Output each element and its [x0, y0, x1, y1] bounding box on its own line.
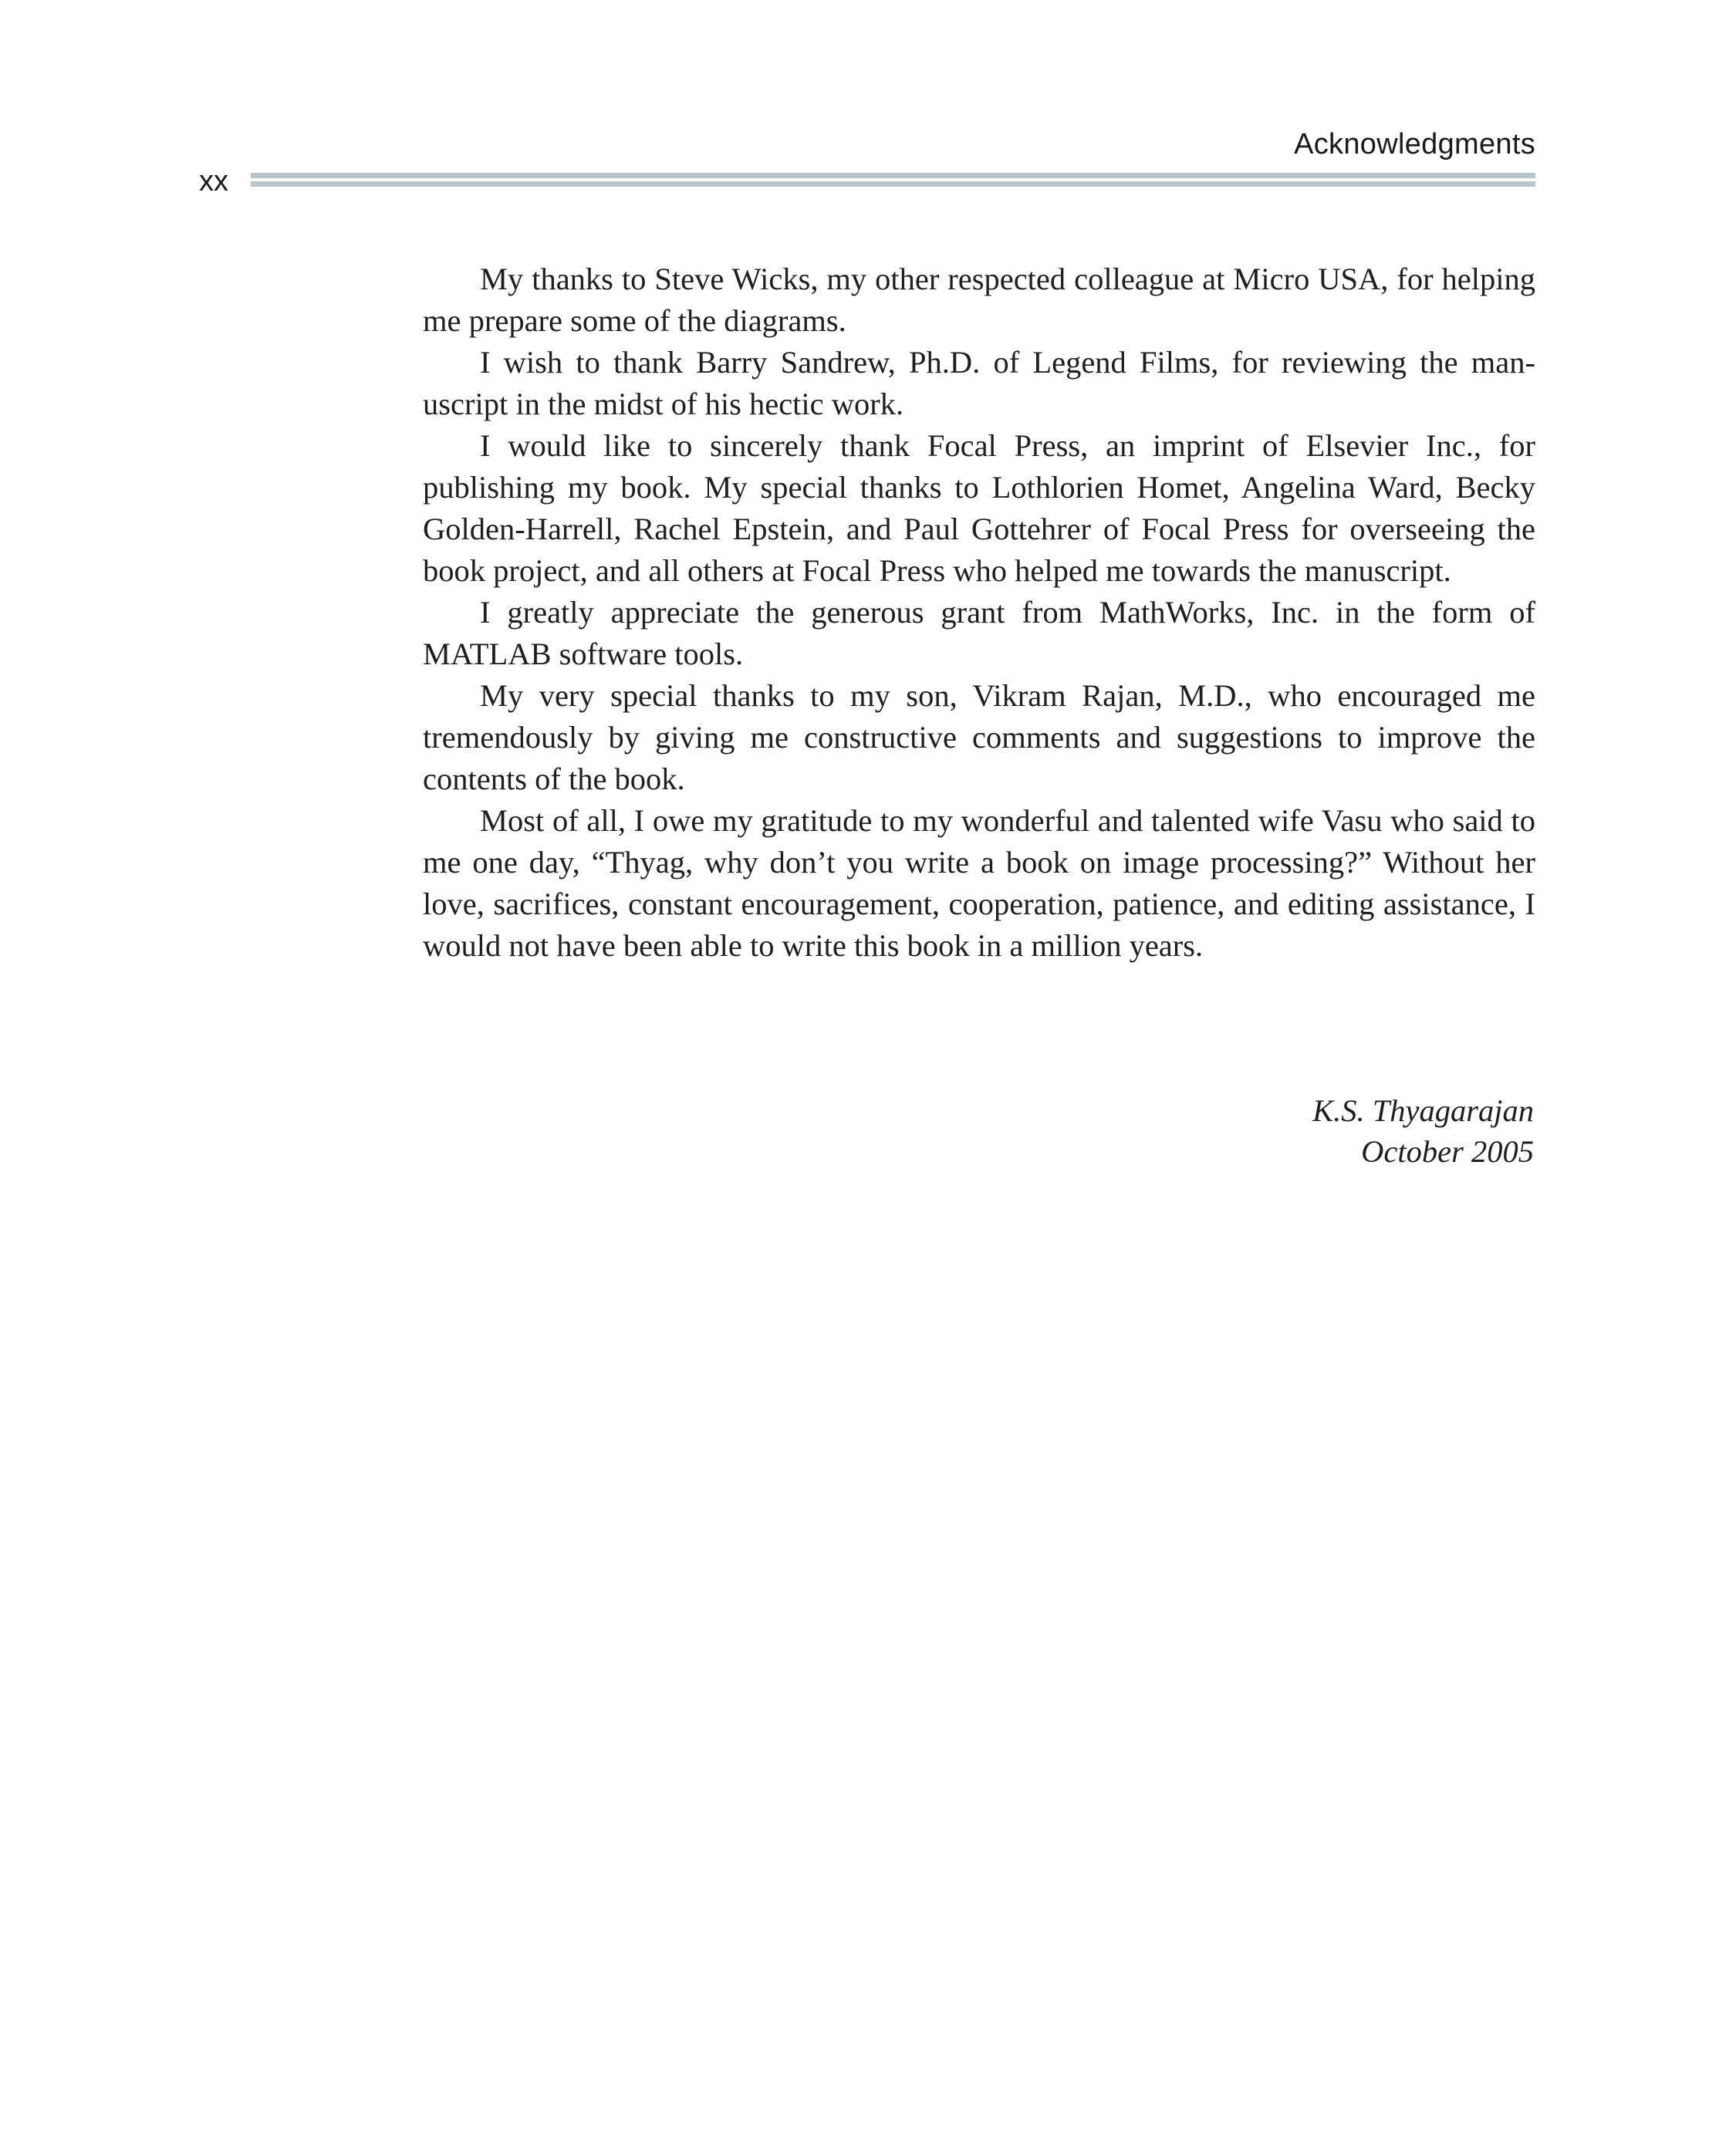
signature-name: K.S. Thyagarajan — [1312, 1093, 1534, 1128]
header-rule-top-line — [251, 173, 1535, 178]
signature-date: October 2005 — [1361, 1134, 1534, 1169]
paragraph: I greatly appreciate the generous grant from MathWorks, Inc. in the form of MATLAB software tools. — [423, 595, 1535, 671]
paragraph: My very special thanks to my son, Vikram Rajan, M.D., who encouraged me tremendously by giving me constructive comments and suggestions to improve the contents of the book. — [423, 678, 1535, 796]
running-head: Acknowledgments — [1294, 128, 1535, 160]
signature-block — [1312, 1090, 1534, 1172]
header-rule-bottom-line — [251, 181, 1535, 187]
paragraph: Most of all, I owe my gratitude to my wonderful and talented wife Vasu who said to me one day, “Thyag, why don’t you write a book on image processing?” Without her love, sacrifices, constant encouragement, cooperation, patience, and editing assistance, I would not have been able to write this book in a million years. — [423, 803, 1535, 963]
page-number: xx — [199, 165, 228, 198]
body-text — [423, 258, 1535, 967]
paragraph: My thanks to Steve Wicks, my other respected colleague at Micro USA, for helping me prepare some of the diagrams. — [423, 262, 1535, 338]
paragraph: I wish to thank Barry Sandrew, Ph.D. of Legend Films, for reviewing the manuscript in the midst of his hectic work. — [423, 345, 1535, 421]
header-rule — [251, 173, 1535, 187]
paragraph: I would like to sincerely thank Focal Press, an imprint of Elsevier Inc., for publishing my book. My special thanks to Lothlorien Homet, Angelina Ward, Becky Golden-Harrell, Rachel Epstein, and Paul Gottehrer of Focal Press for overseeing the book project, and all others at Focal Press who helped me towards the manuscript. — [423, 428, 1535, 588]
